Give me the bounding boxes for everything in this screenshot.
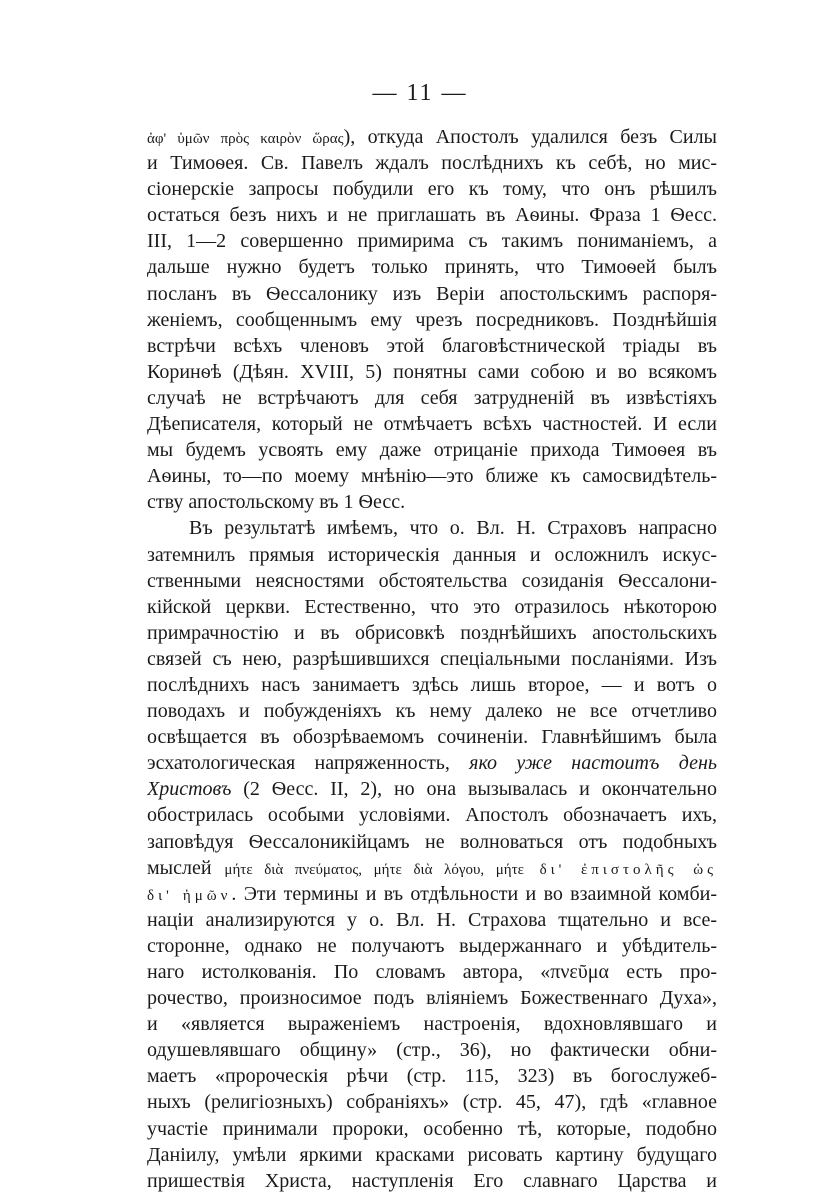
text-line: мы будемъ усвоять ему даже отрицаніе прихода Тимоѳея въ [147, 439, 717, 462]
text-line: маетъ «пророческія рѣчи (стр. 115, 323) въ богослужеб- [147, 1065, 717, 1088]
text-line: и Тимоѳея. Св. Павелъ ждалъ послѣднихъ къ себѣ, но мис- [147, 152, 717, 175]
text-line: III, 1—2 совершенно примирима съ такимъ пониманіемъ, а [147, 230, 717, 253]
text-line: послѣднихъ насъ занимаетъ здѣсь лишь второе, — и вотъ о [147, 673, 717, 696]
text-line: кійской церкви. Естественно, что это отразилось нѣкоторою [147, 595, 717, 618]
text-line: пришествія Христа, наступленія Его славнаго Царства и [147, 1169, 717, 1192]
text-line: δι' ἡμῶν. Эти термины и въ отдѣльности и во взаимной комби- [147, 882, 717, 905]
text-line: ἀφ' ὑμῶν πρὸς καιρὸν ὥρας), откуда Апостолъ удалился безъ Силы [147, 126, 717, 148]
text-line: Христовъ (2 Ѳесс. II, 2), но она вызывалась и окончательно [147, 778, 717, 801]
italic-quote: Христовъ [147, 778, 232, 801]
text-line: эсхатологическая напряженность, яко уже настоитъ день [147, 752, 717, 775]
text-line: ныхъ (религіозныхъ) собраніяхъ» (стр. 45, 47), гдѣ «главное [147, 1091, 717, 1114]
text-line: участіе принимали пророки, особенно тѣ, которые, подобно [147, 1117, 717, 1140]
text-line: Въ результатѣ имѣемъ, что о. Вл. Н. Страховъ напрасно [189, 517, 717, 540]
text-line: Дѣеписателя, который не отмѣчаетъ всѣхъ частностей. И если [147, 413, 717, 436]
text-line: заповѣдуя Ѳессалоникійцамъ не волноваться отъ подобныхъ [147, 830, 717, 853]
text-line: освѣщается въ обозрѣваемомъ сочиненіи. Главнѣйшимъ была [147, 726, 717, 749]
text-line: остаться безъ нихъ и не приглашать въ Аѳины. Фраза 1 Ѳесс. [147, 204, 717, 227]
text-line: ству апостольскому въ 1 Ѳесс. [147, 491, 406, 514]
greek-phrase: δι' ἐπιστολῆς ὡς [523, 861, 717, 878]
text-line: сторонне, однако не получаютъ выдержаннаго и убѣдитель- [147, 934, 717, 957]
text-line: ственными неясностями обстоятельства созиданія Ѳессалони- [147, 569, 717, 592]
text-line: націи анализируются у о. Вл. Н. Страхова тщательно и все- [147, 908, 717, 931]
text-line: Аѳины, то—по моему мнѣнію—это ближе къ самосвидѣтель- [147, 465, 717, 488]
text-line: встрѣчи всѣхъ членовъ этой благовѣстнической тріады въ [147, 334, 717, 357]
text-line: рочество, произносимое подъ вліяніемъ Божественнаго Духа», [147, 987, 717, 1010]
text-line: женіемъ, сообщеннымъ ему чрезъ посредниковъ. Позднѣйшія [147, 308, 717, 331]
text-line: примрачностію и въ обрисовкѣ позднѣйшихъ апостольскихъ [147, 621, 717, 644]
text-line: обострилась особыми условіями. Апостолъ обозначаетъ ихъ, [147, 804, 717, 827]
greek-phrase: ἀφ' ὑμῶν πρὸς καιρὸν ὥρας [147, 131, 344, 147]
text-line: Коринѳѣ (Дѣян. XVIII, 5) понятны сами собою и во всякомъ [147, 360, 717, 383]
text-line: поводахъ и побужденіяхъ къ нему далеко не все отчетливо [147, 700, 717, 723]
text-line: затемнилъ прямыя историческія данныя и осложнилъ искус- [147, 543, 717, 566]
text-line: мыслей μήτε διὰ πνεύματος, μήτε διὰ λόγου, μήτε δι' ἐπιστολῆς ὡς [147, 856, 717, 879]
text-line: и «является выраженіемъ настроенія, вдохновлявшаго и [147, 1013, 717, 1036]
text-line: связей съ нею, разрѣшившихся спеціальными посланіями. Изъ [147, 647, 717, 670]
text-line: наго истолкованія. По словамъ автора, «πνεῦμα есть про- [147, 961, 717, 983]
text-line: одушевлявшаго общину» (стр., 36), но фактически обни- [147, 1039, 717, 1062]
text-line: Даніилу, умѣли яркими красками рисовать картину будущаго [147, 1143, 717, 1166]
body-text [147, 124, 717, 1194]
text-line: сіонерскіе запросы побудили его къ тому, что онъ рѣшилъ [147, 178, 717, 201]
greek-phrase: δι' ἡμῶν [147, 887, 232, 904]
page-number: — 11 — [372, 80, 468, 106]
text-line: посланъ въ Ѳессалонику изъ Веріи апостольскимъ распоря- [147, 282, 717, 305]
italic-quote: яко уже настоитъ день [469, 752, 717, 775]
text-line: случаѣ не встрѣчаютъ для себя затрудненій въ извѣстіяхъ [147, 386, 717, 409]
greek-phrase: μήτε διὰ πνεύματος, μήτε διὰ λόγου, μήτε [224, 861, 524, 878]
text-line: дальше нужно будетъ только принять, что Тимоѳей былъ [147, 256, 717, 279]
